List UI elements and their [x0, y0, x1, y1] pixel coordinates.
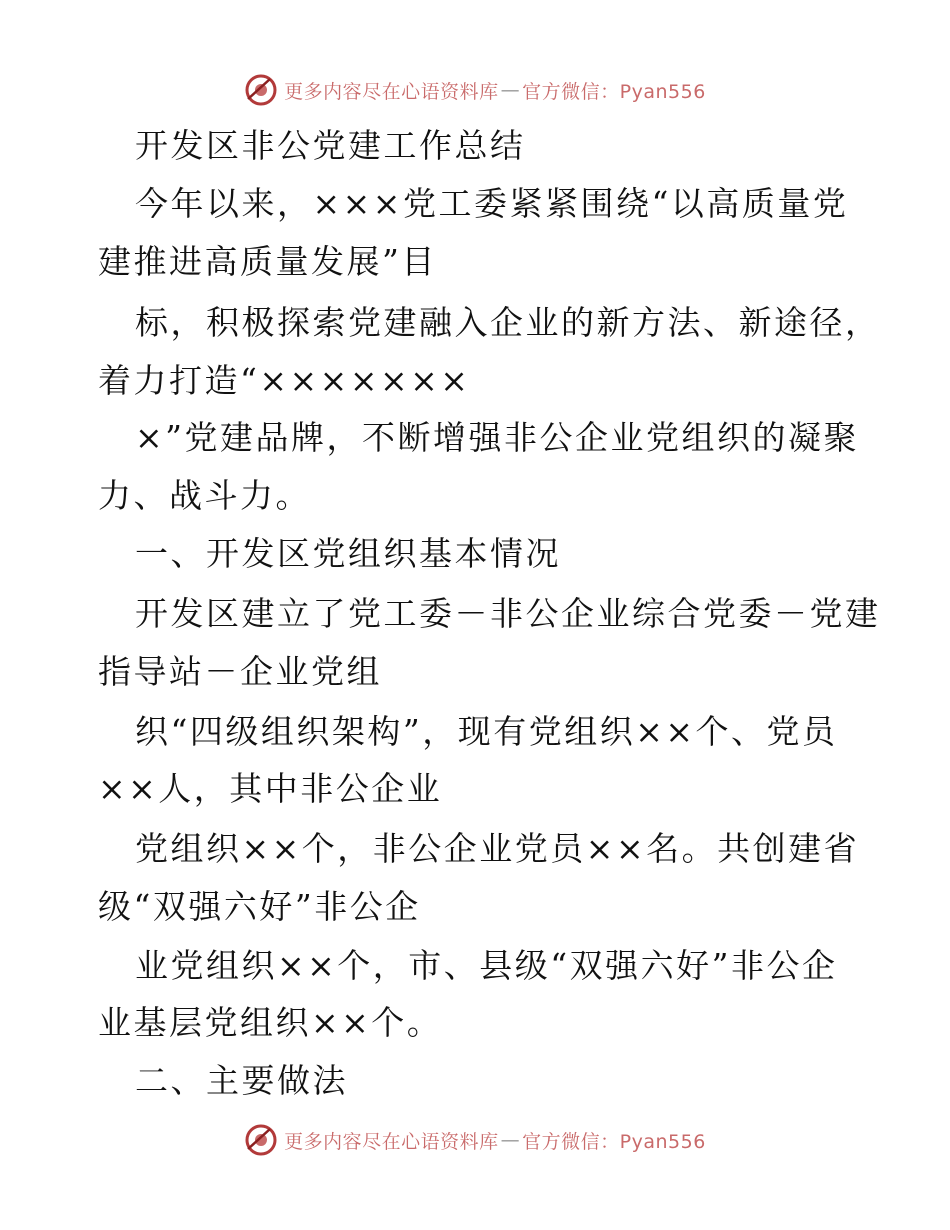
paragraph-line: 开发区建立了党工委－非公企业综合党委－党建: [135, 594, 881, 633]
paragraph-line: 业基层党组织××个。: [98, 1003, 443, 1042]
paragraph-line: 指导站－企业党组: [98, 652, 382, 691]
watermark-contact: 官方微信：Pyan556: [522, 1130, 706, 1153]
watermark-contact: 官方微信：Pyan556: [522, 80, 706, 103]
watermark-text: 更多内容尽在心语资料库: [284, 1130, 499, 1153]
section-heading: 一、开发区党组织基本情况: [135, 534, 561, 573]
paragraph-line: 标，积极探索党建融入企业的新方法、新途径，: [135, 303, 881, 342]
paragraph-line: ××人，其中非公企业: [98, 769, 443, 808]
watermark-separator: —: [500, 1129, 521, 1151]
paragraph-line: 力、战斗力。: [98, 476, 311, 515]
paragraph-line: 今年以来，×××党工委紧紧围绕“以高质量党: [135, 184, 849, 223]
paragraph-line: 织“四级组织架构”，现有党组织××个、党员: [135, 712, 838, 751]
watermark-banner-bottom: [0, 1120, 950, 1160]
paragraph-line: ×”党建品牌，不断增强非公企业党组织的凝聚: [135, 418, 860, 457]
paragraph-line: 业党组织××个，市、县级“双强六好”非公企: [135, 946, 838, 985]
paragraph-line: 着力打造“×××××××: [98, 361, 471, 400]
watermark-separator: —: [500, 79, 521, 101]
section-heading: 二、主要做法: [135, 1061, 348, 1100]
document-title: 开发区非公党建工作总结: [135, 126, 526, 165]
brand-logo-icon: [244, 1123, 278, 1157]
paragraph-line: 级“双强六好”非公企: [98, 887, 421, 926]
paragraph-line: 党组织××个，非公企业党员××名。共创建省: [135, 829, 860, 868]
paragraph-line: 建推进高质量发展”目: [98, 242, 437, 281]
watermark-text: 更多内容尽在心语资料库: [284, 80, 499, 103]
